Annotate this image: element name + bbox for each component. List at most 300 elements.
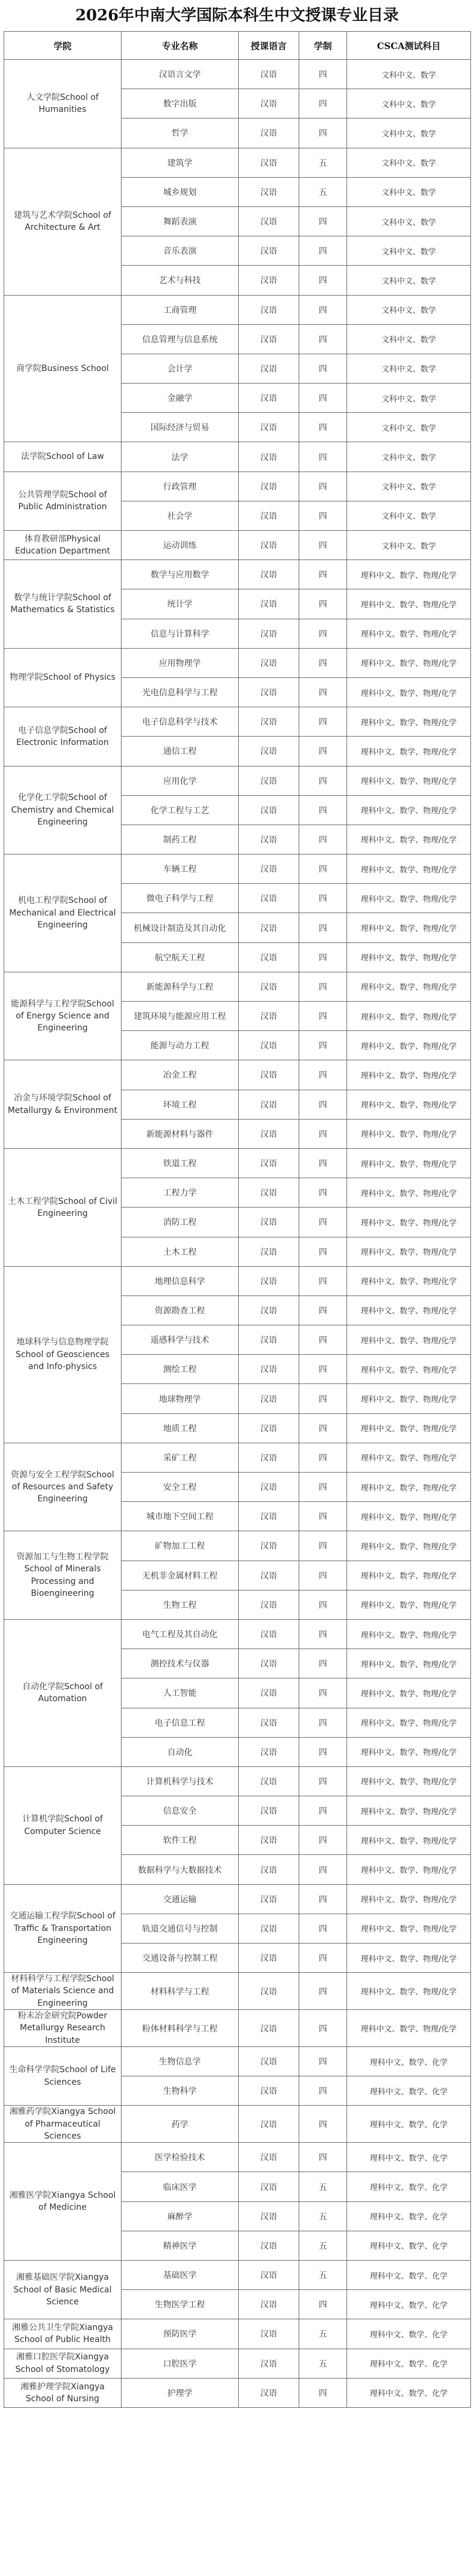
duration: 四 <box>299 1178 347 1208</box>
teaching-language: 汉语 <box>239 501 299 530</box>
table-row <box>4 1619 471 1649</box>
csca-subjects: 理科中文、数学、物理/化学 <box>347 1031 471 1060</box>
csca-subjects: 文科中文、数学 <box>347 472 471 501</box>
teaching-language: 汉语 <box>239 1619 299 1649</box>
csca-subjects: 理科中文、数学、物理/化学 <box>347 1266 471 1295</box>
header-school: 学院 <box>4 32 121 60</box>
teaching-language: 汉语 <box>239 354 299 383</box>
school-name: 湘雅公共卫生学院Xiangya School of Public Health <box>4 2319 121 2349</box>
duration: 四 <box>299 1590 347 1619</box>
teaching-language: 汉语 <box>239 384 299 413</box>
major-name: 测绘工程 <box>121 1355 239 1384</box>
teaching-language: 汉语 <box>239 2319 299 2349</box>
school-name: 湘雅基础医学院Xiangya School of Basic Medical Science <box>4 2260 121 2319</box>
csca-subjects: 理科中文、数学、物理/化学 <box>347 560 471 589</box>
major-name: 舞蹈表演 <box>121 206 239 236</box>
major-name: 数字出版 <box>121 89 239 118</box>
teaching-language: 汉语 <box>239 2290 299 2319</box>
csca-subjects: 理科中文、数学、物理/化学 <box>347 589 471 619</box>
school-name: 建筑与艺术学院School of Architecture & Art <box>4 148 121 295</box>
major-name: 药学 <box>121 2106 239 2143</box>
csca-subjects: 理科中文、数学、物理/化学 <box>347 1973 471 2010</box>
major-name: 新能源科学与工程 <box>121 972 239 1001</box>
table-row <box>4 2106 471 2143</box>
major-name: 麻醉学 <box>121 2201 239 2231</box>
major-name: 生物信息学 <box>121 2046 239 2076</box>
csca-subjects: 文科中文、数学 <box>347 236 471 266</box>
teaching-language: 汉语 <box>239 295 299 324</box>
table-row <box>4 766 471 795</box>
teaching-language: 汉语 <box>239 177 299 206</box>
teaching-language: 汉语 <box>239 1060 299 1090</box>
teaching-language: 汉语 <box>239 1295 299 1325</box>
csca-subjects: 理科中文、数学、物理/化学 <box>347 1208 471 1237</box>
school-name: 能源科学与工程学院School of Energy Science and Engineering <box>4 972 121 1060</box>
major-name: 建筑环境与能源应用工程 <box>121 1002 239 1031</box>
csca-subjects: 理科中文、数学、物理/化学 <box>347 942 471 972</box>
teaching-language: 汉语 <box>239 1031 299 1060</box>
duration: 四 <box>299 825 347 854</box>
duration: 四 <box>299 442 347 472</box>
duration: 五 <box>299 177 347 206</box>
school-name: 湘雅医学院Xiangya School of Medicine <box>4 2143 121 2261</box>
teaching-language: 汉语 <box>239 2260 299 2289</box>
school-name: 地球科学与信息物理学院School of Geosciences and Info-physics <box>4 1266 121 1443</box>
duration: 四 <box>299 2076 347 2106</box>
table-row <box>4 442 471 472</box>
duration: 四 <box>299 854 347 884</box>
school-name: 生命科学学院School of Life Sciences <box>4 2046 121 2105</box>
header-language: 授课语言 <box>239 32 299 60</box>
teaching-language: 汉语 <box>239 648 299 677</box>
csca-subjects: 理科中文、数学、物理/化学 <box>347 884 471 913</box>
duration: 四 <box>299 1649 347 1678</box>
csca-subjects: 理科中文、数学、物理/化学 <box>347 795 471 825</box>
csca-subjects: 理科中文、数学、化学 <box>347 2201 471 2231</box>
teaching-language: 汉语 <box>239 913 299 942</box>
table-row <box>4 1766 471 1796</box>
teaching-language: 汉语 <box>239 1678 299 1708</box>
table-row <box>4 295 471 324</box>
major-name: 护理学 <box>121 2378 239 2407</box>
major-name: 行政管理 <box>121 472 239 501</box>
table-row <box>4 2143 471 2172</box>
csca-subjects: 理科中文、数学、物理/化学 <box>347 1060 471 1090</box>
major-name: 通信工程 <box>121 737 239 766</box>
school-name: 湘雅护理学院Xiangya School of Nursing <box>4 2378 121 2407</box>
duration: 四 <box>299 1884 347 1914</box>
duration: 四 <box>299 384 347 413</box>
teaching-language: 汉语 <box>239 2378 299 2407</box>
major-name: 音乐表演 <box>121 236 239 266</box>
table-row <box>4 2378 471 2407</box>
duration: 四 <box>299 1148 347 1178</box>
table-row <box>4 1060 471 1090</box>
duration: 四 <box>299 737 347 766</box>
table-row <box>4 2046 471 2076</box>
csca-subjects: 理科中文、数学、物理/化学 <box>347 972 471 1001</box>
school-name: 资源加工与生物工程学院School of Minerals Processing and Bioengineering <box>4 1531 121 1620</box>
major-name: 金融学 <box>121 384 239 413</box>
csca-subjects: 理科中文、数学、物理/化学 <box>347 1678 471 1708</box>
teaching-language: 汉语 <box>239 148 299 177</box>
csca-subjects: 理科中文、数学、物理/化学 <box>347 1295 471 1325</box>
school-name: 粉末冶金研究院Powder Metallurgy Research Institute <box>4 2010 121 2047</box>
csca-subjects: 文科中文、数学 <box>347 118 471 148</box>
csca-subjects: 理科中文、数学、物理/化学 <box>347 1002 471 1031</box>
major-name: 机械设计制造及其自动化 <box>121 913 239 942</box>
duration: 四 <box>299 1826 347 1855</box>
csca-subjects: 理科中文、数学、化学 <box>347 2231 471 2260</box>
major-name: 基础医学 <box>121 2260 239 2289</box>
csca-subjects: 文科中文、数学 <box>347 531 471 560</box>
duration: 四 <box>299 707 347 737</box>
teaching-language: 汉语 <box>239 2201 299 2231</box>
school-name: 冶金与环境学院School of Metallurgy & Environment <box>4 1060 121 1149</box>
major-name: 无机非金属材料工程 <box>121 1561 239 1590</box>
teaching-language: 汉语 <box>239 236 299 266</box>
teaching-language: 汉语 <box>239 854 299 884</box>
duration: 四 <box>299 1325 347 1355</box>
teaching-language: 汉语 <box>239 1119 299 1148</box>
major-name: 城乡规划 <box>121 177 239 206</box>
teaching-language: 汉语 <box>239 442 299 472</box>
school-name: 资源与安全工程学院School of Resources and Safety Engineering <box>4 1443 121 1531</box>
major-name: 交通运输 <box>121 1884 239 1914</box>
table-row <box>4 648 471 677</box>
table-row <box>4 531 471 560</box>
duration: 四 <box>299 118 347 148</box>
major-name: 统计学 <box>121 589 239 619</box>
teaching-language: 汉语 <box>239 1855 299 1884</box>
duration: 四 <box>299 1619 347 1649</box>
school-name: 土木工程学院School of Civil Engineering <box>4 1148 121 1266</box>
major-name: 信息管理与信息系统 <box>121 324 239 354</box>
major-name: 新能源材料与器件 <box>121 1119 239 1148</box>
duration: 四 <box>299 1413 347 1443</box>
csca-subjects: 理科中文、数学、物理/化学 <box>347 1384 471 1413</box>
duration: 四 <box>299 501 347 530</box>
teaching-language: 汉语 <box>239 2349 299 2378</box>
major-name: 信息与计算科学 <box>121 619 239 648</box>
teaching-language: 汉语 <box>239 766 299 795</box>
major-name: 运动训练 <box>121 531 239 560</box>
page-title: 2026年中南大学国际本科生中文授课专业目录 <box>75 7 399 25</box>
major-name: 光电信息科学与工程 <box>121 677 239 707</box>
header-major: 专业名称 <box>121 32 239 60</box>
major-name: 交通设备与控制工程 <box>121 1944 239 1973</box>
table-row <box>4 2260 471 2289</box>
duration: 四 <box>299 295 347 324</box>
major-name: 矿物加工工程 <box>121 1531 239 1561</box>
duration: 四 <box>299 884 347 913</box>
teaching-language: 汉语 <box>239 2172 299 2201</box>
major-name: 资源勘查工程 <box>121 1295 239 1325</box>
table-row <box>4 472 471 501</box>
duration: 四 <box>299 206 347 236</box>
header-row <box>4 32 471 60</box>
csca-subjects: 理科中文、数学、化学 <box>347 2076 471 2106</box>
teaching-language: 汉语 <box>239 942 299 972</box>
teaching-language: 汉语 <box>239 1531 299 1561</box>
major-name: 会计学 <box>121 354 239 383</box>
duration: 四 <box>299 1384 347 1413</box>
major-name: 消防工程 <box>121 1208 239 1237</box>
duration: 四 <box>299 913 347 942</box>
teaching-language: 汉语 <box>239 118 299 148</box>
teaching-language: 汉语 <box>239 413 299 442</box>
table-row <box>4 972 471 1001</box>
major-name: 计算机科学与技术 <box>121 1766 239 1796</box>
major-name: 哲学 <box>121 118 239 148</box>
csca-subjects: 文科中文、数学 <box>347 295 471 324</box>
table-row <box>4 560 471 589</box>
table-row <box>4 1148 471 1178</box>
csca-subjects: 理科中文、数学、化学 <box>347 2349 471 2378</box>
duration: 四 <box>299 1237 347 1266</box>
major-name: 生物科学 <box>121 2076 239 2106</box>
major-name: 国际经济与贸易 <box>121 413 239 442</box>
teaching-language: 汉语 <box>239 1590 299 1619</box>
duration: 四 <box>299 795 347 825</box>
duration: 四 <box>299 1973 347 2010</box>
csca-subjects: 理科中文、数学、物理/化学 <box>347 1944 471 1973</box>
school-name: 机电工程学院School of Mechanical and Electrical Engineering <box>4 854 121 972</box>
teaching-language: 汉语 <box>239 1325 299 1355</box>
csca-subjects: 理科中文、数学、物理/化学 <box>347 1796 471 1826</box>
major-name: 铁道工程 <box>121 1148 239 1178</box>
table-row <box>4 1973 471 2010</box>
duration: 四 <box>299 1443 347 1472</box>
duration: 四 <box>299 1090 347 1119</box>
csca-subjects: 文科中文、数学 <box>347 177 471 206</box>
csca-subjects: 理科中文、数学、物理/化学 <box>347 1531 471 1561</box>
major-name: 地理信息科学 <box>121 1266 239 1295</box>
teaching-language: 汉语 <box>239 1090 299 1119</box>
csca-subjects: 文科中文、数学 <box>347 266 471 295</box>
csca-subjects: 理科中文、数学、物理/化学 <box>347 1148 471 1178</box>
major-name: 安全工程 <box>121 1473 239 1502</box>
teaching-language: 汉语 <box>239 531 299 560</box>
csca-subjects: 理科中文、数学、化学 <box>347 2378 471 2407</box>
duration: 四 <box>299 1708 347 1737</box>
csca-subjects: 理科中文、数学、物理/化学 <box>347 1649 471 1678</box>
csca-subjects: 理科中文、数学、物理/化学 <box>347 737 471 766</box>
duration: 四 <box>299 619 347 648</box>
teaching-language: 汉语 <box>239 2231 299 2260</box>
duration: 四 <box>299 1060 347 1090</box>
teaching-language: 汉语 <box>239 1708 299 1737</box>
duration: 四 <box>299 1502 347 1531</box>
csca-subjects: 理科中文、数学、化学 <box>347 2319 471 2349</box>
school-name: 体育教研部Physical Education Department <box>4 531 121 560</box>
teaching-language: 汉语 <box>239 972 299 1001</box>
table-row <box>4 1443 471 1472</box>
csca-subjects: 理科中文、数学、物理/化学 <box>347 1708 471 1737</box>
duration: 五 <box>299 2172 347 2201</box>
teaching-language: 汉语 <box>239 1561 299 1590</box>
major-name: 法学 <box>121 442 239 472</box>
major-name: 生物医学工程 <box>121 2290 239 2319</box>
duration: 四 <box>299 1855 347 1884</box>
duration: 四 <box>299 1266 347 1295</box>
teaching-language: 汉语 <box>239 2046 299 2076</box>
major-name: 工商管理 <box>121 295 239 324</box>
teaching-language: 汉语 <box>239 619 299 648</box>
majors-table-body <box>4 60 471 2408</box>
teaching-language: 汉语 <box>239 1148 299 1178</box>
csca-subjects: 理科中文、数学、物理/化学 <box>347 1090 471 1119</box>
teaching-language: 汉语 <box>239 1973 299 2010</box>
csca-subjects: 理科中文、数学、物理/化学 <box>347 766 471 795</box>
teaching-language: 汉语 <box>239 1826 299 1855</box>
table-row <box>4 1884 471 1914</box>
major-name: 轨道交通信号与控制 <box>121 1914 239 1943</box>
teaching-language: 汉语 <box>239 1384 299 1413</box>
csca-subjects: 理科中文、数学、物理/化学 <box>347 2010 471 2047</box>
csca-subjects: 理科中文、数学、物理/化学 <box>347 1502 471 1531</box>
duration: 四 <box>299 589 347 619</box>
csca-subjects: 文科中文、数学 <box>347 89 471 118</box>
major-name: 精神医学 <box>121 2231 239 2260</box>
csca-subjects: 文科中文、数学 <box>347 442 471 472</box>
table-row <box>4 854 471 884</box>
table-row <box>4 148 471 177</box>
major-name: 工程力学 <box>121 1178 239 1208</box>
csca-subjects: 理科中文、数学、化学 <box>347 2046 471 2076</box>
csca-subjects: 理科中文、数学、物理/化学 <box>347 825 471 854</box>
table-row <box>4 2319 471 2349</box>
major-name: 软件工程 <box>121 1826 239 1855</box>
csca-subjects: 理科中文、数学、物理/化学 <box>347 1325 471 1355</box>
csca-subjects: 理科中文、数学、物理/化学 <box>347 1237 471 1266</box>
duration: 四 <box>299 1295 347 1325</box>
duration: 四 <box>299 942 347 972</box>
major-name: 电子信息科学与技术 <box>121 707 239 737</box>
teaching-language: 汉语 <box>239 560 299 589</box>
duration: 五 <box>299 2231 347 2260</box>
duration: 四 <box>299 2290 347 2319</box>
csca-subjects: 理科中文、数学、物理/化学 <box>347 1855 471 1884</box>
major-name: 信息安全 <box>121 1796 239 1826</box>
major-name: 建筑学 <box>121 148 239 177</box>
csca-subjects: 文科中文、数学 <box>347 324 471 354</box>
duration: 四 <box>299 972 347 1001</box>
csca-subjects: 文科中文、数学 <box>347 384 471 413</box>
teaching-language: 汉语 <box>239 589 299 619</box>
csca-subjects: 理科中文、数学、物理/化学 <box>347 1737 471 1766</box>
school-name: 湘雅药学院Xiangya School of Pharmaceutical Sciences <box>4 2106 121 2143</box>
teaching-language: 汉语 <box>239 1884 299 1914</box>
csca-subjects: 理科中文、数学、化学 <box>347 2106 471 2143</box>
csca-subjects: 理科中文、数学、物理/化学 <box>347 1590 471 1619</box>
teaching-language: 汉语 <box>239 1914 299 1943</box>
csca-subjects: 文科中文、数学 <box>347 413 471 442</box>
duration: 四 <box>299 1914 347 1943</box>
duration: 五 <box>299 148 347 177</box>
duration: 四 <box>299 354 347 383</box>
teaching-language: 汉语 <box>239 1208 299 1237</box>
duration: 四 <box>299 60 347 89</box>
duration: 五 <box>299 2260 347 2289</box>
table-row <box>4 2010 471 2047</box>
major-name: 航空航天工程 <box>121 942 239 972</box>
header-csca-subjects: CSCA测试科目 <box>347 32 471 60</box>
teaching-language: 汉语 <box>239 1443 299 1472</box>
major-name: 测控技术与仪器 <box>121 1649 239 1678</box>
major-name: 临床医学 <box>121 2172 239 2201</box>
school-name: 电子信息学院School of Electronic Information <box>4 707 121 766</box>
teaching-language: 汉语 <box>239 1355 299 1384</box>
duration: 四 <box>299 2143 347 2172</box>
major-name: 数学与应用数学 <box>121 560 239 589</box>
csca-subjects: 理科中文、数学、物理/化学 <box>347 1826 471 1855</box>
csca-subjects: 理科中文、数学、物理/化学 <box>347 1178 471 1208</box>
teaching-language: 汉语 <box>239 825 299 854</box>
teaching-language: 汉语 <box>239 737 299 766</box>
csca-subjects: 理科中文、数学、化学 <box>347 2172 471 2201</box>
teaching-language: 汉语 <box>239 707 299 737</box>
major-name: 化学工程与工艺 <box>121 795 239 825</box>
teaching-language: 汉语 <box>239 472 299 501</box>
csca-subjects: 理科中文、数学、物理/化学 <box>347 1619 471 1649</box>
duration: 四 <box>299 2378 347 2407</box>
major-name: 人工智能 <box>121 1678 239 1708</box>
csca-subjects: 理科中文、数学、物理/化学 <box>347 1561 471 1590</box>
csca-subjects: 理科中文、数学、物理/化学 <box>347 707 471 737</box>
csca-subjects: 理科中文、数学、物理/化学 <box>347 1473 471 1502</box>
teaching-language: 汉语 <box>239 2143 299 2172</box>
duration: 四 <box>299 413 347 442</box>
teaching-language: 汉语 <box>239 795 299 825</box>
school-name: 商学院Business School <box>4 295 121 442</box>
major-name: 口腔医学 <box>121 2349 239 2378</box>
major-name: 环境工程 <box>121 1090 239 1119</box>
school-name: 自动化学院School of Automation <box>4 1619 121 1766</box>
major-name: 微电子科学与工程 <box>121 884 239 913</box>
teaching-language: 汉语 <box>239 1266 299 1295</box>
majors-table <box>4 31 471 2408</box>
csca-subjects: 理科中文、数学、物理/化学 <box>347 854 471 884</box>
csca-subjects: 理科中文、数学、化学 <box>347 2143 471 2172</box>
duration: 四 <box>299 1473 347 1502</box>
school-name: 交通运输工程学院School of Traffic & Transportation Engineering <box>4 1884 121 1973</box>
major-name: 遥感科学与技术 <box>121 1325 239 1355</box>
duration: 四 <box>299 236 347 266</box>
duration: 四 <box>299 1944 347 1973</box>
teaching-language: 汉语 <box>239 2010 299 2047</box>
duration: 四 <box>299 2046 347 2076</box>
major-name: 艺术与科技 <box>121 266 239 295</box>
duration: 五 <box>299 2349 347 2378</box>
header-duration: 学制 <box>299 32 347 60</box>
duration: 四 <box>299 1119 347 1148</box>
csca-subjects: 理科中文、数学、物理/化学 <box>347 1914 471 1943</box>
major-name: 应用化学 <box>121 766 239 795</box>
major-name: 生物工程 <box>121 1590 239 1619</box>
csca-subjects: 理科中文、数学、化学 <box>347 2290 471 2319</box>
major-name: 城市地下空间工程 <box>121 1502 239 1531</box>
duration: 四 <box>299 1031 347 1060</box>
duration: 四 <box>299 266 347 295</box>
major-name: 能源与动力工程 <box>121 1031 239 1060</box>
csca-subjects: 理科中文、数学、物理/化学 <box>347 1443 471 1472</box>
teaching-language: 汉语 <box>239 1413 299 1443</box>
school-name: 物理学院School of Physics <box>4 648 121 707</box>
csca-subjects: 理科中文、数学、物理/化学 <box>347 619 471 648</box>
table-row <box>4 60 471 89</box>
duration: 四 <box>299 2106 347 2143</box>
